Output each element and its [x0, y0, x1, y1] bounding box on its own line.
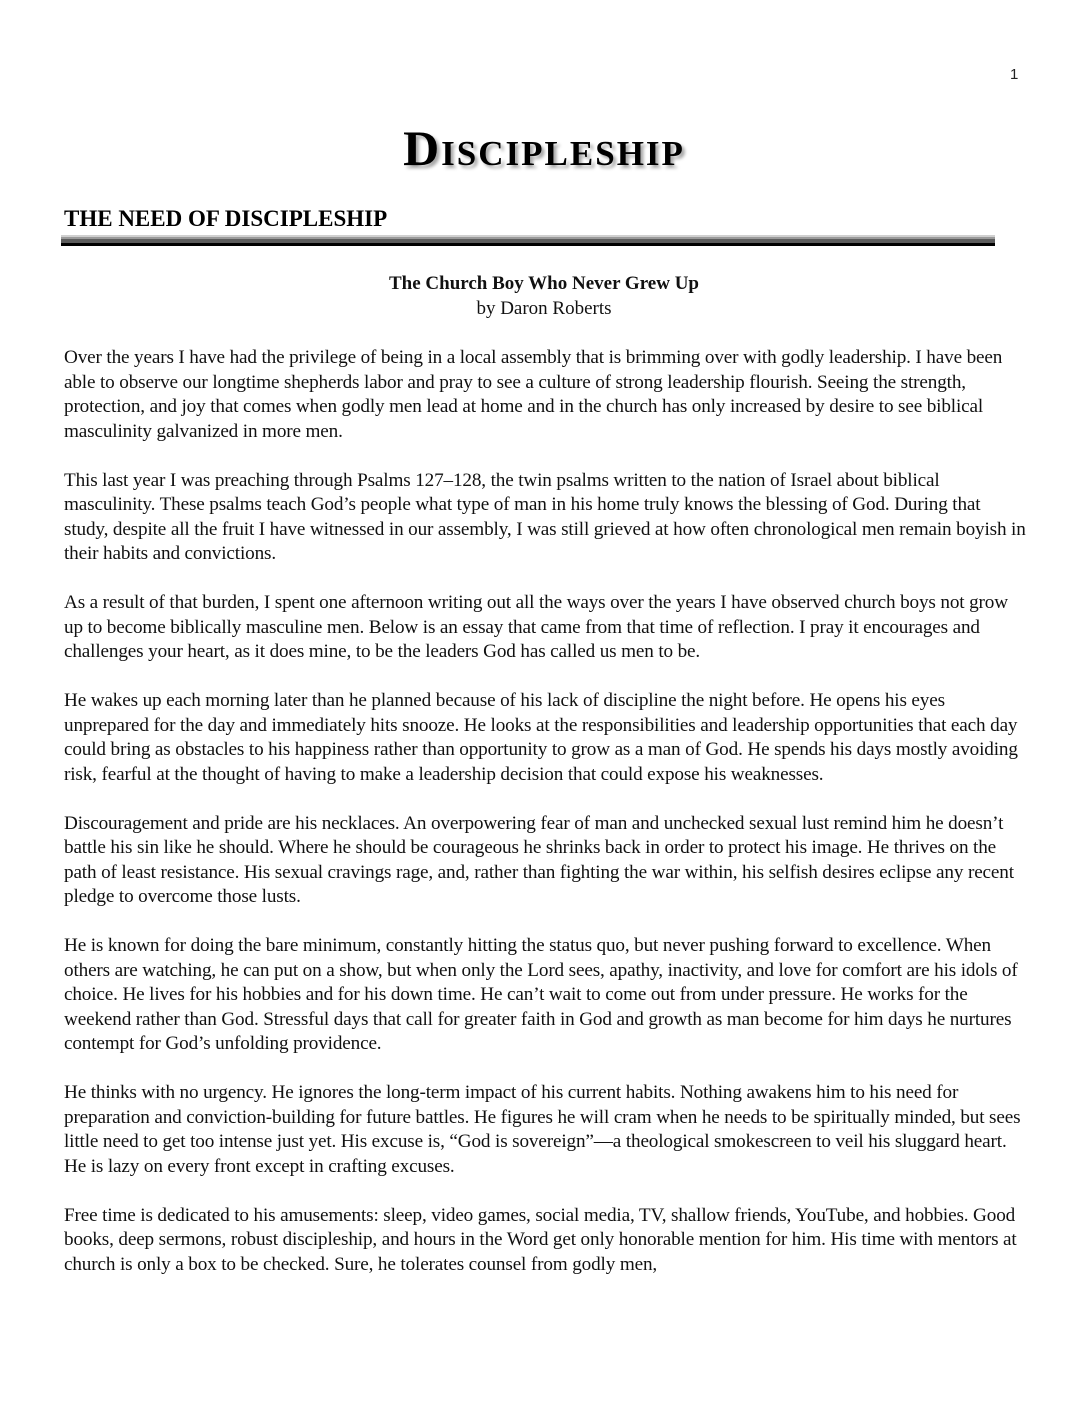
page-number: 1: [1010, 66, 1019, 83]
section-divider: [61, 235, 995, 246]
paragraph: He thinks with no urgency. He ignores the long-term impact of his current habits. Nothing awakens him to his need for preparation and conviction-building for future battles. He figures he will cram when he needs to be spiritually minded, but sees little need to get too intense just yet. His excuse is, “God is sovereign”—a theological smokescreen to veil his sluggard heart. He is lazy on every front except in crafting excuses.: [64, 1082, 1021, 1177]
paragraph: He is known for doing the bare minimum, constantly hitting the status quo, but never pushing forward to excellence. When others are watching, he can put on a show, but when only the Lord sees, apathy, inactivity, and love for comfort are his idols of choice. He lives for his hobbies and for his down time. He can’t wait to come out from under pressure. He works for the weekend rather than God. Stressful days that call for greater faith in God and growth as man become for him days he nurtures contempt for God’s unfolding providence.: [64, 935, 1018, 1054]
article-body: [64, 346, 1026, 1302]
paragraph: Discouragement and pride are his necklaces. An overpowering fear of man and unchecked sexual lust remind him he doesn’t battle his sin like he should. Where he should be courageous he shrinks back in order to protect his image. He thrives on the path of least resistance. His sexual cravings rage, and, rather than fighting the war within, his selfish desires eclipse any recent pledge to overcome those lusts.: [64, 812, 1014, 907]
article-author: by Daron Roberts: [476, 298, 612, 319]
paragraph: He wakes up each morning later than he planned because of his lack of discipline the night before. He opens his eyes unprepared for the day and immediately hits snooze. He looks at the responsibilities and leadership opportunities that each day could bring as obstacles to his happiness rather than opportunity to grow as a man of God. He spends his days mostly avoiding risk, fearful at the thought of having to make a leadership decision that could expose his weaknesses.: [64, 690, 1018, 785]
paragraph: Over the years I have had the privilege of being in a local assembly that is brimming over with godly leadership. I have been able to observe our longtime shepherds labor and pray to see a culture of strong leadership flourish. Seeing the strength, protection, and joy that comes when godly men lead at home and in the church has only increased by desire to see biblical masculinity galvanized in more men.: [64, 347, 1003, 442]
section-heading: THE NEED OF DISCIPLESHIP: [64, 206, 388, 231]
paragraph: As a result of that burden, I spent one afternoon writing out all the ways over the years I have observed church boys not grow up to become biblically masculine men. Below is an essay that came from that time of reflection. I pray it encourages and challenges your heart, as it does mine, to be the leaders God has called us men to be.: [64, 592, 1008, 662]
article-title: The Church Boy Who Never Grew Up: [388, 273, 699, 294]
document-title: Discipleship: [403, 120, 685, 176]
paragraph: This last year I was preaching through Psalms 127–128, the twin psalms written to the nation of Israel about biblical masculinity. These psalms teach God’s people what type of man in his home truly knows the blessing of God. During that study, despite all the fruit I have witnessed in our assembly, I was still grieved at how often chronological men remain boyish in their habits and convictions.: [64, 469, 1026, 564]
paragraph: Free time is dedicated to his amusements: sleep, video games, social media, TV, shallow friends, YouTube, and hobbies. Good books, deep sermons, robust discipleship, and hours in the Word get only honorable mention for him. His time with mentors at church is only a box to be checked. Sure, he tolerates counsel from godly men,: [64, 1204, 1017, 1275]
